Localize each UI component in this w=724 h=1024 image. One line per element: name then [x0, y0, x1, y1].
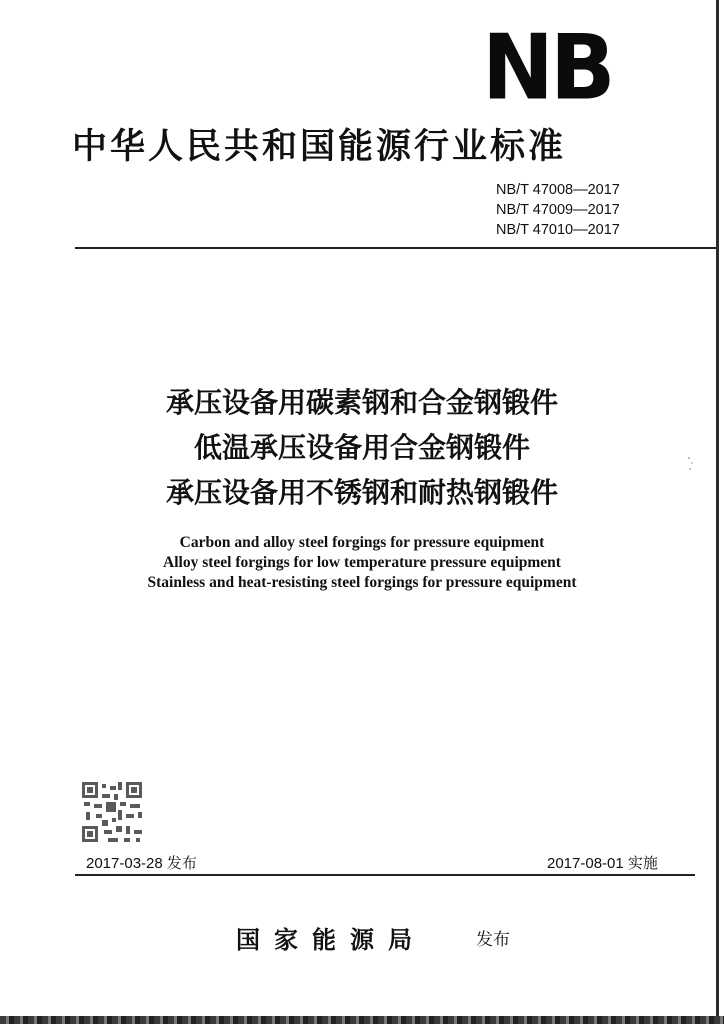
scan-edge-right — [716, 0, 719, 1024]
nb-logo: NB — [482, 15, 612, 121]
publish-label: 发布 — [476, 930, 510, 950]
title-en: Alloy steel forgings for low temperature pressure equipment — [163, 554, 561, 571]
qr-code-icon — [80, 780, 144, 844]
top-divider — [75, 247, 719, 249]
publisher-name: 国家能源局 — [236, 925, 426, 954]
title-zh: 承压设备用不锈钢和耐热钢锻件 — [165, 476, 558, 509]
title-zh: 低温承压设备用合金钢锻件 — [193, 431, 530, 464]
scan-edge-bottom — [0, 1016, 724, 1024]
title-zh: 承压设备用碳素钢和合金钢锻件 — [165, 386, 558, 419]
standard-number: NB/T 47009—2017 — [496, 202, 620, 218]
scan-speck-marks — [686, 455, 696, 475]
title-en: Stainless and heat-resisting steel forgings for pressure equipment — [147, 574, 577, 591]
bottom-divider — [75, 874, 695, 876]
standard-number: NB/T 47008—2017 — [496, 182, 620, 198]
standard-number-list — [496, 180, 696, 240]
issue-date: 2017-03-28 发布 — [86, 855, 197, 872]
standard-category-title: 中华人民共和国能源行业标准 — [72, 126, 567, 167]
standard-number: NB/T 47010—2017 — [496, 222, 620, 238]
title-en: Carbon and alloy steel forgings for pressure equipment — [179, 534, 545, 551]
implementation-date: 2017-08-01 实施 — [547, 855, 658, 872]
english-title-block — [0, 533, 724, 593]
chinese-title-block — [0, 380, 724, 515]
